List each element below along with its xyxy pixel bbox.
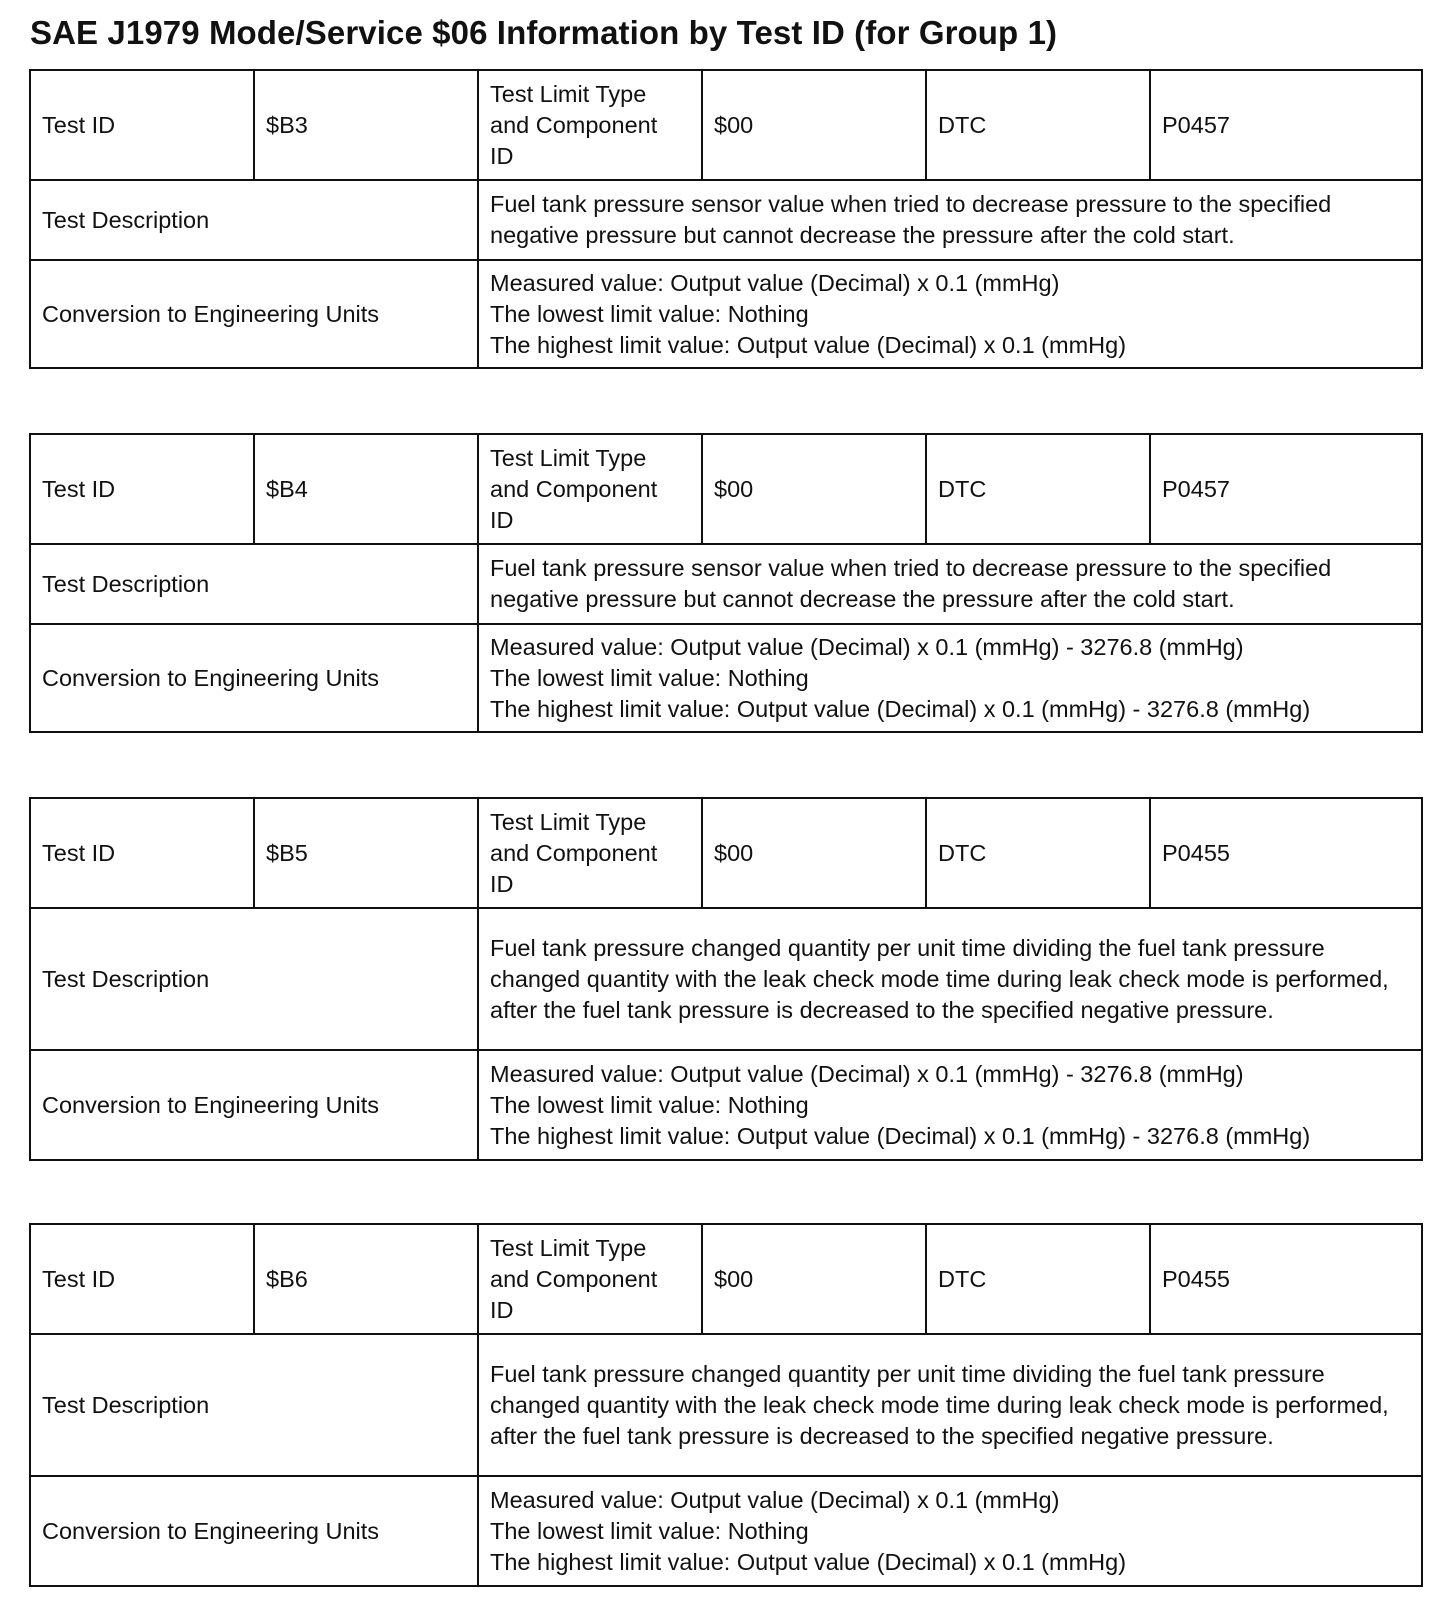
conversion-line: The highest limit value: Output value (Decimal) x 0.1 (mmHg) - 3276.8 (mmHg) [490,695,1311,722]
test-id-value: $B4 [254,434,478,544]
test-id-value: $B3 [254,70,478,180]
conversion-label: Conversion to Engineering Units [30,624,478,732]
conversion-line: Measured value: Output value (Decimal) x 0.1 (mmHg) [490,269,1060,296]
test-id-value: $B5 [254,798,478,908]
conversion-line: The highest limit value: Output value (Decimal) x 0.1 (mmHg) [490,331,1127,358]
conversion-value [478,260,1422,368]
test-description-value: Fuel tank pressure sensor value when tried to decrease pressure to the specified negative pressure but cannot decrease the pressure after the cold start. [478,180,1422,260]
dtc-label: DTC [926,1224,1150,1334]
conversion-line: The lowest limit value: Nothing [490,1091,809,1118]
conversion-line: Measured value: Output value (Decimal) x 0.1 (mmHg) [490,1486,1060,1513]
conversion-line: The lowest limit value: Nothing [490,1517,809,1544]
conversion-value [478,1476,1422,1586]
dtc-value: P0457 [1150,434,1422,544]
dtc-value: P0455 [1150,1224,1422,1334]
test-table-b3 [29,69,1421,369]
test-description-label: Test Description [30,1334,478,1476]
test-table-b5 [29,797,1421,1161]
test-id-label: Test ID [30,798,254,908]
test-limit-type-label: Test Limit Type and Component ID [478,1224,702,1334]
test-limit-type-label: Test Limit Type and Component ID [478,434,702,544]
conversion-line: The highest limit value: Output value (Decimal) x 0.1 (mmHg) - 3276.8 (mmHg) [490,1122,1311,1149]
conversion-line: Measured value: Output value (Decimal) x 0.1 (mmHg) - 3276.8 (mmHg) [490,1060,1244,1087]
conversion-line: Measured value: Output value (Decimal) x 0.1 (mmHg) - 3276.8 (mmHg) [490,633,1244,660]
dtc-value: P0457 [1150,70,1422,180]
test-description-label: Test Description [30,180,478,260]
test-id-label: Test ID [30,70,254,180]
conversion-label: Conversion to Engineering Units [30,260,478,368]
dtc-label: DTC [926,70,1150,180]
page-title: SAE J1979 Mode/Service $06 Information by Test ID (for Group 1) [30,14,1058,51]
test-limit-type-label: Test Limit Type and Component ID [478,70,702,180]
test-limit-type-value: $00 [702,70,926,180]
test-id-label: Test ID [30,1224,254,1334]
test-table [29,433,1423,733]
test-limit-type-value: $00 [702,434,926,544]
test-table [29,1223,1423,1587]
test-limit-type-value: $00 [702,798,926,908]
conversion-value [478,624,1422,732]
test-description-value: Fuel tank pressure sensor value when tried to decrease pressure to the specified negative pressure but cannot decrease the pressure after the cold start. [478,544,1422,624]
test-description-label: Test Description [30,544,478,624]
test-id-value: $B6 [254,1224,478,1334]
test-table [29,797,1423,1161]
test-table-b4 [29,433,1421,733]
conversion-line: The highest limit value: Output value (Decimal) x 0.1 (mmHg) [490,1548,1127,1575]
test-table [29,69,1423,369]
test-table-b6 [29,1223,1421,1587]
conversion-label: Conversion to Engineering Units [30,1476,478,1586]
dtc-label: DTC [926,434,1150,544]
conversion-label: Conversion to Engineering Units [30,1050,478,1160]
test-description-value: Fuel tank pressure changed quantity per unit time dividing the fuel tank pressure changed quantity with the leak check mode time during leak check mode is performed, after the fuel tank pressure is decreased to the specified negative pressure. [478,908,1422,1050]
conversion-line: The lowest limit value: Nothing [490,664,809,691]
conversion-value [478,1050,1422,1160]
test-limit-type-label: Test Limit Type and Component ID [478,798,702,908]
test-limit-type-value: $00 [702,1224,926,1334]
dtc-value: P0455 [1150,798,1422,908]
test-description-label: Test Description [30,908,478,1050]
dtc-label: DTC [926,798,1150,908]
test-id-label: Test ID [30,434,254,544]
test-description-value: Fuel tank pressure changed quantity per unit time dividing the fuel tank pressure changed quantity with the leak check mode time during leak check mode is performed, after the fuel tank pressure is decreased to the specified negative pressure. [478,1334,1422,1476]
conversion-line: The lowest limit value: Nothing [490,300,809,327]
